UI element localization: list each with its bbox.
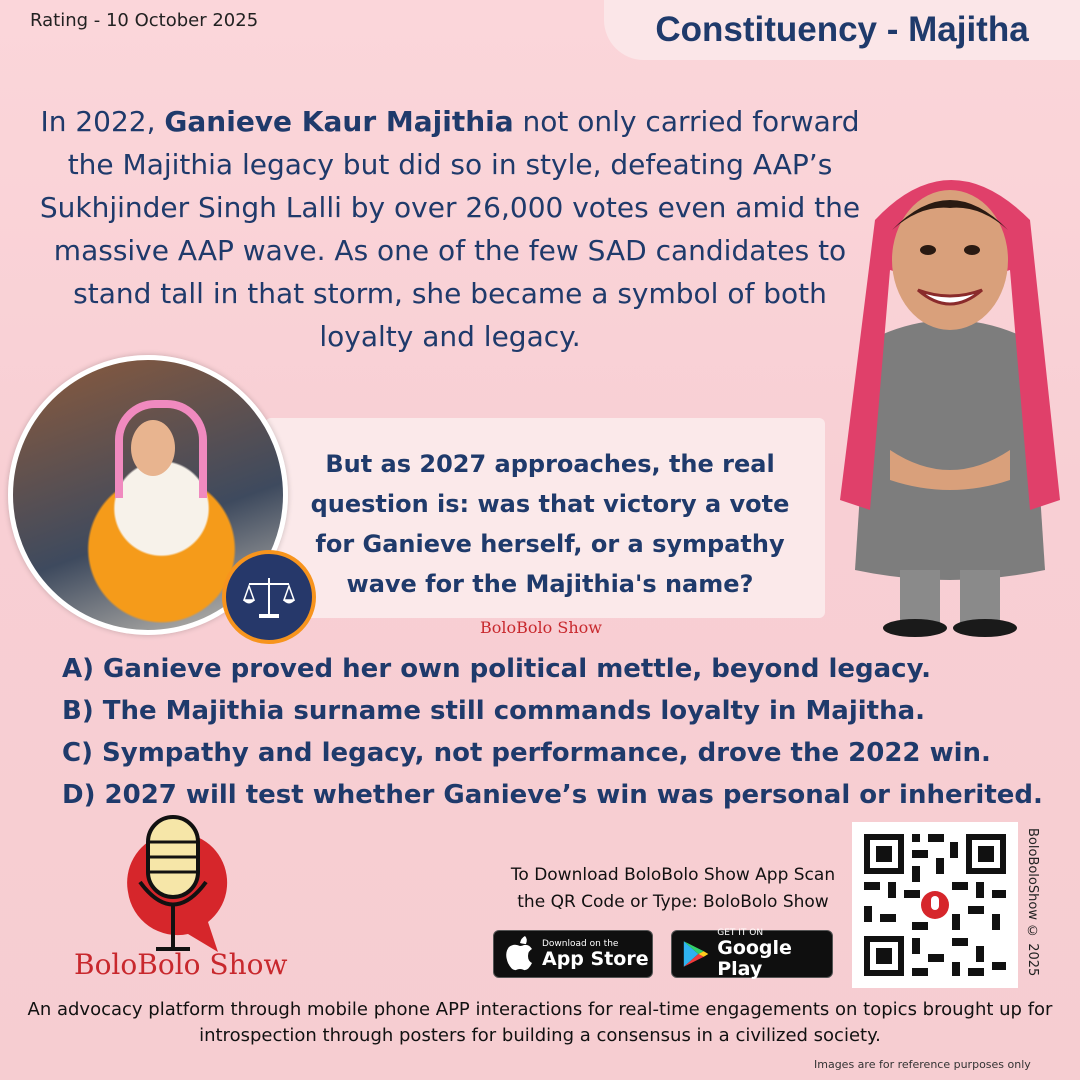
google-play-icon bbox=[682, 938, 709, 970]
disclaimer-text: Images are for reference purposes only bbox=[814, 1058, 1031, 1071]
google-play-label: Google Play bbox=[717, 937, 792, 980]
apple-icon bbox=[504, 936, 536, 972]
rating-date: Rating - 10 October 2025 bbox=[30, 10, 259, 31]
constituency-title: Constituency - Majitha bbox=[655, 10, 1029, 49]
footer-text: An advocacy platform through mobile phone APP interactions for real-time engagements on topics brought up for introspection through posters for building a consensus in a civilized society. bbox=[27, 999, 1053, 1046]
app-store-small-text: Download on the bbox=[542, 938, 619, 949]
brand-logo-text: BoloBolo Show bbox=[74, 948, 288, 981]
candidate-name: Ganieve Kaur Majithia bbox=[164, 105, 514, 138]
download-line-1: To Download BoloBolo Show App Scan bbox=[510, 865, 836, 885]
qr-code[interactable] bbox=[852, 822, 1018, 988]
options-list bbox=[62, 648, 1043, 816]
app-store-label: App Store bbox=[542, 947, 649, 970]
constituency-tab bbox=[604, 0, 1080, 60]
google-play-button[interactable] bbox=[671, 930, 833, 978]
intro-prefix: In 2022, bbox=[40, 105, 165, 138]
microphone-icon bbox=[118, 812, 228, 962]
scales-of-justice-icon bbox=[222, 550, 316, 644]
question-text: But as 2027 approaches, the real question is: was that victory a vote for Ganieve herself, or a sympathy wave for the Majithia's name? bbox=[310, 450, 790, 598]
download-line-2: the QR Code or Type: BoloBolo Show bbox=[517, 892, 829, 912]
google-play-small-text: GET IT ON bbox=[717, 928, 764, 938]
option-c[interactable]: C) Sympathy and legacy, not performance, drove the 2022 win. bbox=[62, 738, 991, 768]
intro-rest: not only carried forward the Majithia legacy but did so in style, defeating AAP’s Sukhjinder Singh Lalli by over 26,000 votes even amid the massive AAP wave. As one of the few SAD candidates to stand tall in that storm, she became a symbol of both loyalty and legacy. bbox=[39, 105, 861, 353]
option-a[interactable]: A) Ganieve proved her own political mettle, beyond legacy. bbox=[62, 654, 932, 684]
copyright-vertical: BoloBoloShow © 2025 bbox=[1025, 828, 1040, 977]
download-instructions bbox=[488, 862, 858, 916]
caricature-illustration bbox=[830, 150, 1070, 650]
intro-paragraph bbox=[30, 100, 870, 358]
option-d[interactable]: D) 2027 will test whether Ganieve’s win was personal or inherited. bbox=[62, 780, 1043, 810]
app-store-button[interactable] bbox=[493, 930, 653, 978]
watermark-text: BoloBolo Show bbox=[480, 618, 602, 637]
option-b[interactable]: B) The Majithia surname still commands loyalty in Majitha. bbox=[62, 696, 926, 726]
